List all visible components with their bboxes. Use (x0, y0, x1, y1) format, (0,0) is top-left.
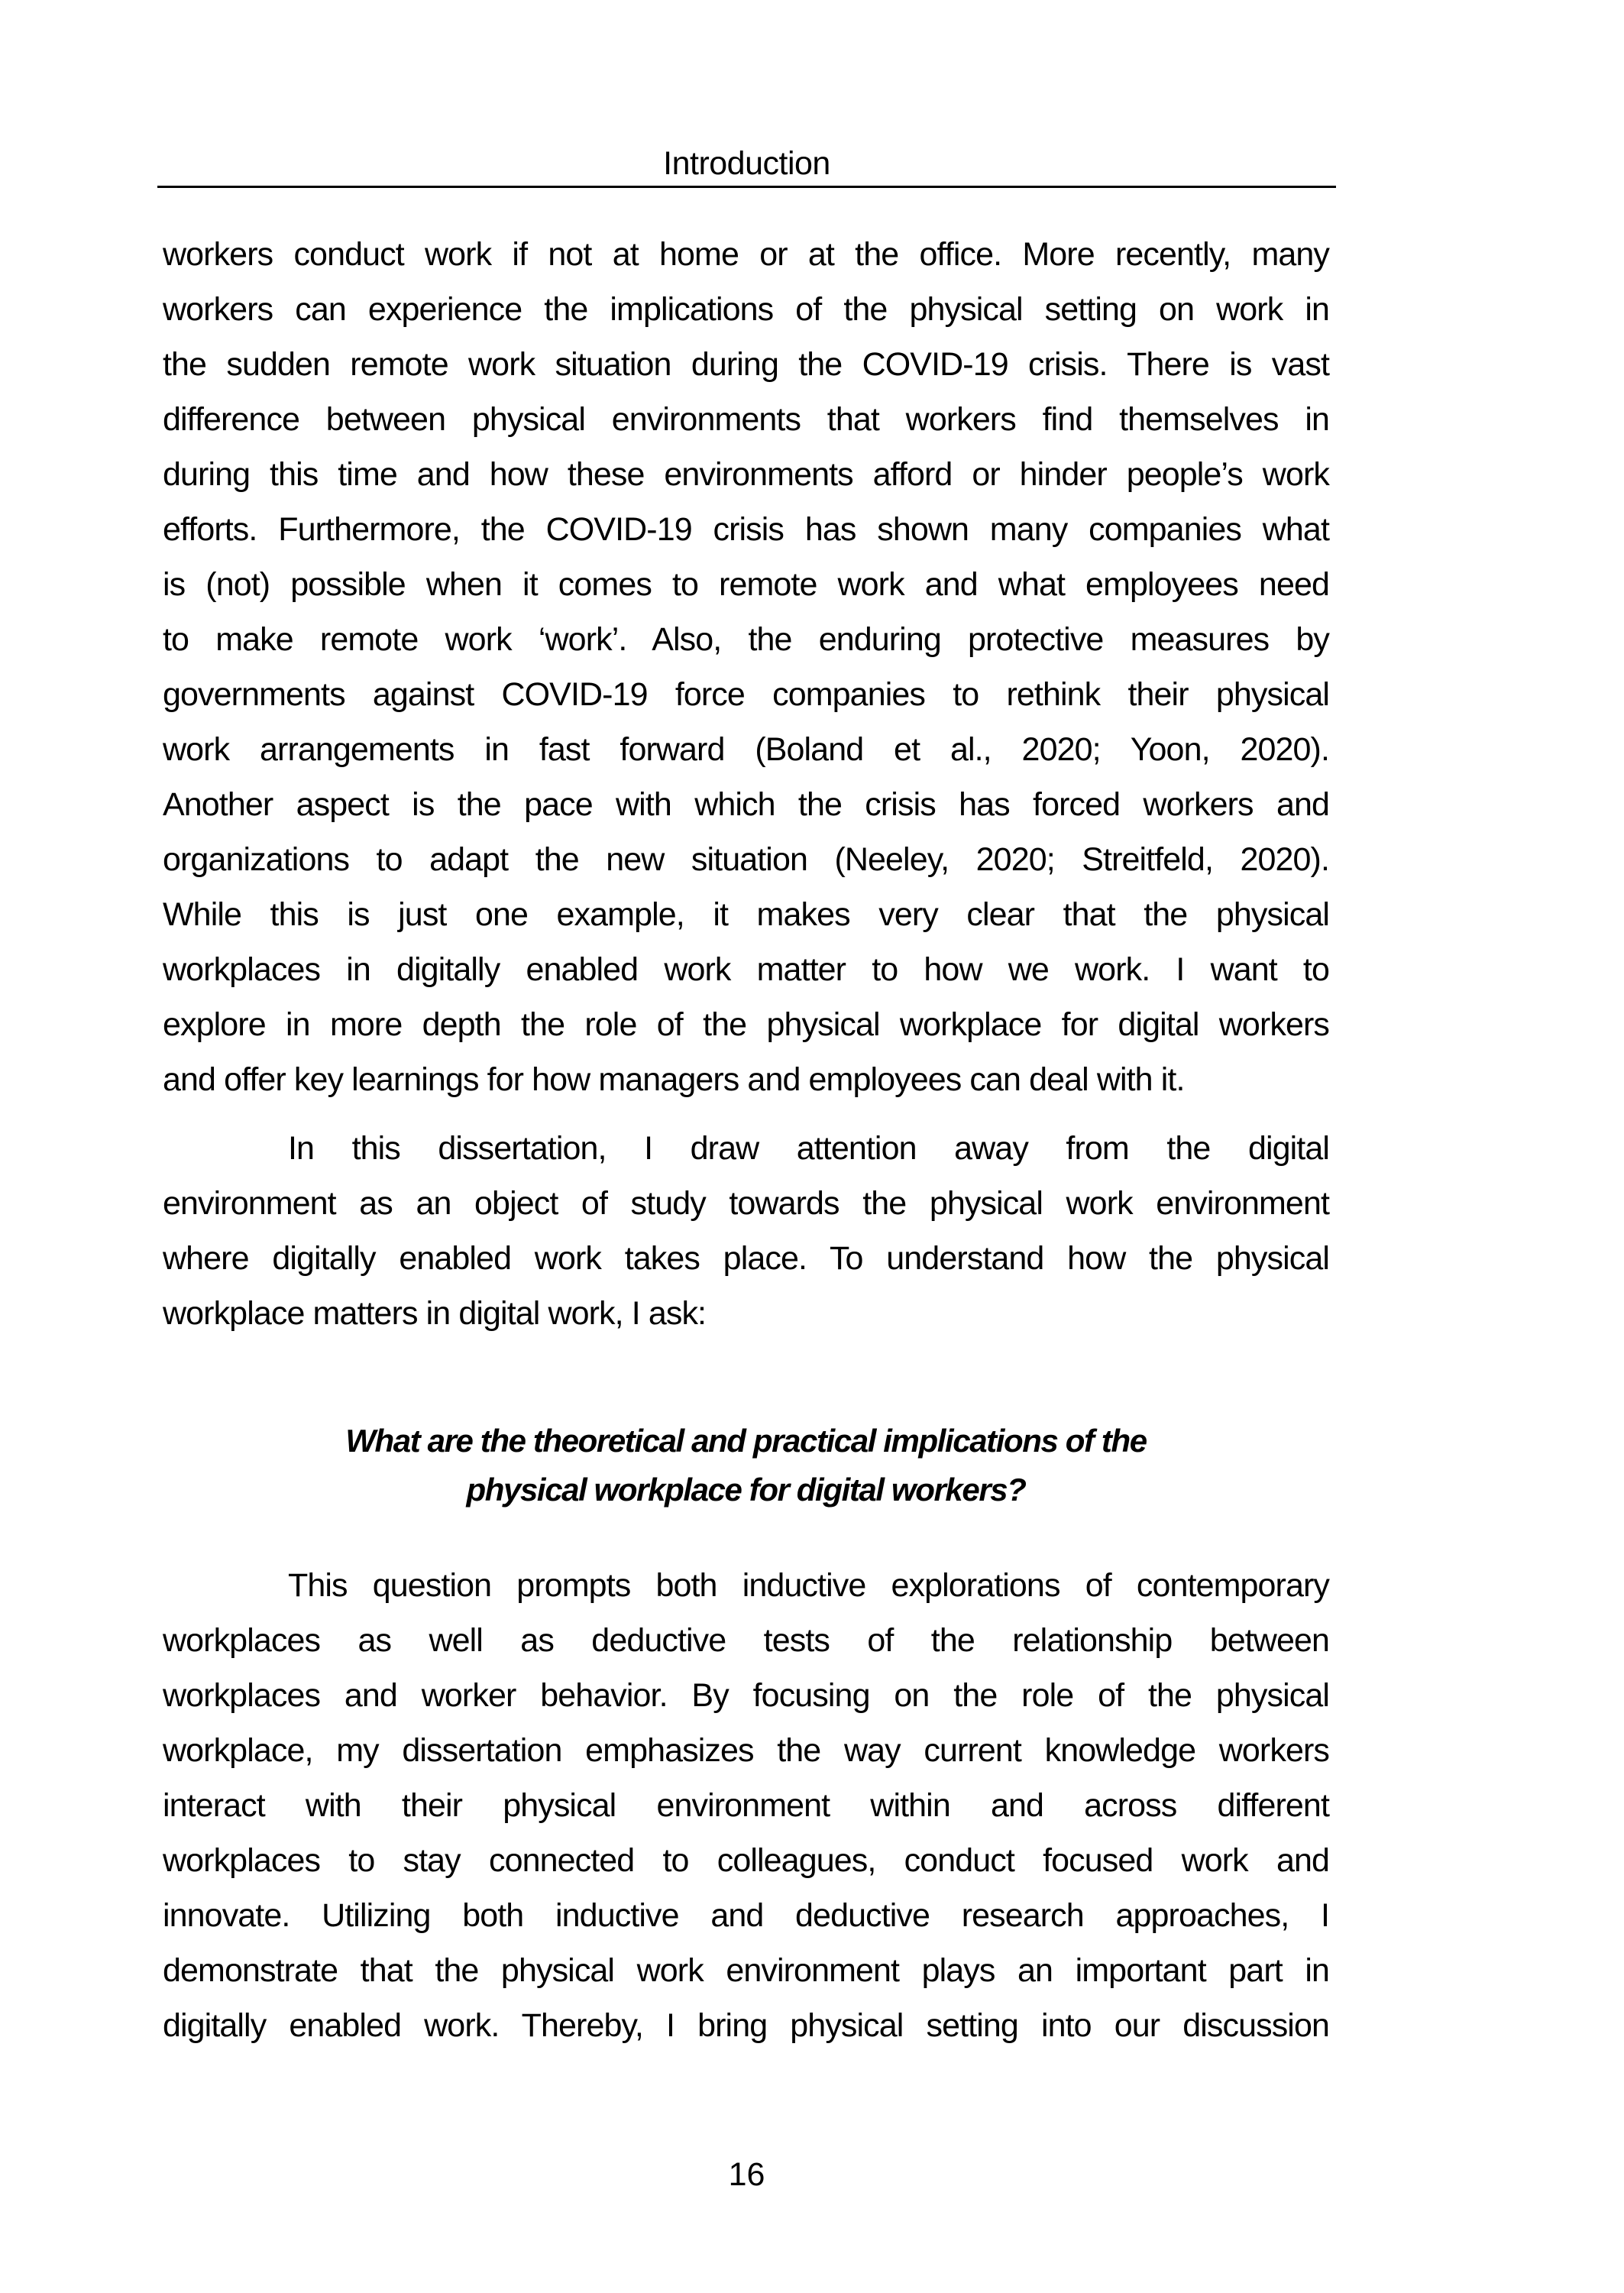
text-line: where digitally enabled work takes place. To understand how the physical (163, 1240, 1329, 1277)
text-line: organizations to adapt the new situation (Neeley, 2020; Streitfeld, 2020). (163, 841, 1329, 878)
text-line: workers can experience the implications of the physical setting on work in (163, 291, 1329, 328)
text-line: is (not) possible when it comes to remote work and what employees need (163, 566, 1329, 603)
text-line: demonstrate that the physical work environment plays an important part in (163, 1952, 1329, 1989)
text-line: workplaces and worker behavior. By focusing on the role of the physical (163, 1677, 1329, 1714)
text-line: the sudden remote work situation during the COVID-19 crisis. There is vast (163, 346, 1329, 383)
text-line: workers conduct work if not at home or at the office. More recently, many (163, 236, 1329, 273)
text-line: In this dissertation, I draw attention away from the digital (288, 1130, 1329, 1167)
text-line: workplaces as well as deductive tests of the relationship between (163, 1622, 1329, 1659)
text-line: This question prompts both inductive explorations of contemporary (288, 1567, 1329, 1604)
text-line: innovate. Utilizing both inductive and deductive research approaches, I (163, 1897, 1329, 1934)
text-line: workplaces to stay connected to colleagues, conduct focused work and (163, 1842, 1329, 1879)
text-line: Another aspect is the pace with which the crisis has forced workers and (163, 786, 1329, 823)
text-line: workplaces in digitally enabled work matter to how we work. I want to (163, 951, 1329, 988)
text-line: environment as an object of study towards the physical work environment (163, 1185, 1329, 1222)
page-number: 16 (728, 2156, 765, 2193)
text-line: explore in more depth the role of the physical workplace for digital workers (163, 1006, 1329, 1043)
paragraph-3 (163, 1558, 1329, 2053)
question-line: physical workplace for digital workers? (466, 1472, 1026, 1508)
research-question (163, 1417, 1329, 1514)
text-line: governments against COVID-19 force companies to rethink their physical (163, 676, 1329, 713)
text-line: to make remote work ‘work’. Also, the enduring protective measures by (163, 621, 1329, 658)
text-line: While this is just one example, it makes very clear that the physical (163, 896, 1329, 933)
text-line: and offer key learnings for how managers and employees can deal with it. (163, 1061, 1185, 1098)
header-rule (157, 186, 1336, 188)
running-header: Introduction (663, 145, 830, 182)
text-line: work arrangements in fast forward (Boland et al., 2020; Yoon, 2020). (163, 731, 1329, 768)
text-line: difference between physical environments that workers find themselves in (163, 401, 1329, 438)
text-line: workplace matters in digital work, I ask: (163, 1295, 707, 1332)
text-line: interact with their physical environment within and across different (163, 1787, 1329, 1824)
text-line: workplace, my dissertation emphasizes the way current knowledge workers (163, 1732, 1329, 1769)
text-line: digitally enabled work. Thereby, I bring physical setting into our discussion (163, 2007, 1329, 2044)
paragraph-1 (163, 227, 1329, 1107)
text-line: efforts. Furthermore, the COVID-19 crisis has shown many companies what (163, 511, 1329, 548)
paragraph-2 (163, 1121, 1329, 1341)
text-line: during this time and how these environments afford or hinder people’s work (163, 456, 1329, 493)
question-line: What are the theoretical and practical implications of the (345, 1423, 1147, 1459)
